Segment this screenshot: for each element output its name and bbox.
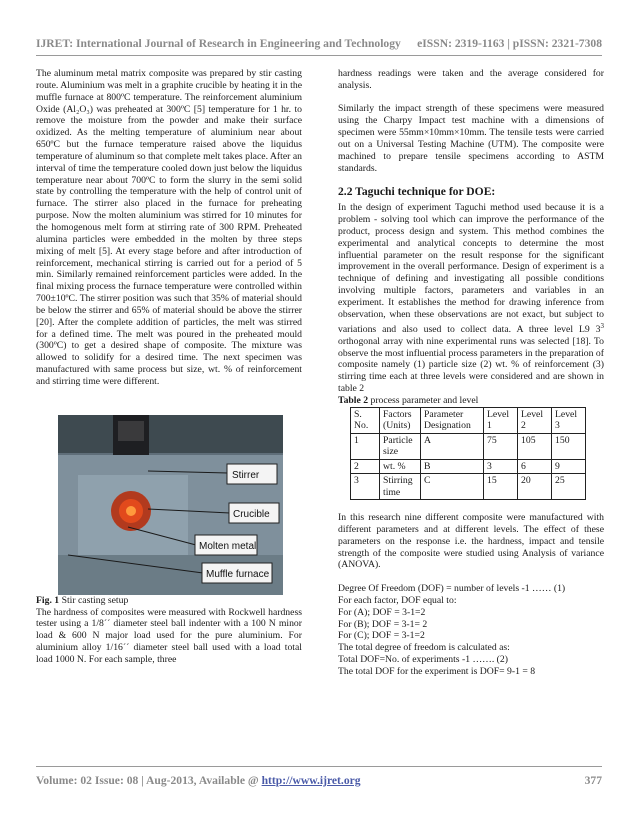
figure-number: Fig. 1 <box>36 594 60 606</box>
taguchi-paragraph: In the design of experiment Taguchi method used because it is a problem - solving tool which can improve the performance of the product, process design and system. This method combines the experimental and analytical concepts to determine the most influential parameter on the result response for the significant improvement in the overall performance. Design of experiment is a technique of defining and investigating all possible conditions involving multiple factors, parameters and variables in an experiment. It establishes the method for drawing inference from observation, when these observations are not exact, but subject to variations and also used to collect data. A three level L9 $3^3$ orthogonal array with nine experimental runs was selected [18]. To observe the most influential process parameters in the preparation of composite namely (1) particle size (2) wt. % of reinforcement (3) stirring time each at three levels were considered and are shown in table 2 <box>338 202 604 395</box>
dof-line: For each factor, DOF equal to: <box>338 594 457 606</box>
table-row <box>351 433 586 459</box>
footer-rule <box>36 766 602 767</box>
table-number: Table 2 <box>338 394 369 406</box>
header-cell: S. No. <box>351 407 380 433</box>
table-cell: B <box>421 459 484 474</box>
table-cell: 75 <box>484 433 518 459</box>
dof-block <box>338 583 604 678</box>
table-row <box>351 459 586 474</box>
table-cell: 25 <box>552 474 586 500</box>
table-cell: 150 <box>552 433 586 459</box>
table-cell: A <box>421 433 484 459</box>
table-caption <box>338 395 604 407</box>
dof-line: For (C); DOF = 3-1=2 <box>338 630 425 642</box>
header-cell: Factors (Units) <box>380 407 421 433</box>
stir-casting-photo <box>58 415 283 595</box>
hardness-continued-paragraph: hardness readings were taken and the average considered for analysis. <box>338 68 604 91</box>
stir-casting-paragraph: The aluminum metal matrix composite was prepared by stir casting route. Aluminium was melt in a graphite crucible by heating it in the muffle furnace at 800ºC temperature. The reinforcement aluminium Oxide (Al₂O₃) was preheated at 300ºC [5] temperature for 1 hr. to remove the moisture from the powder and make their surface oxidized. As the melting temperature of aluminium near about 650ºC but the furnace temperature raised above the liquidus temperature of aluminum so that complete melt takes place. After an interval of time the temperature cooled down just below the liquidus temperature near about 700ºC to form the slurry in the semi solid state by controlling the temperature with the help of control unit of furnace. The stirrer also placed in the furnace for preheating purpose. Now the molten aluminium was stirred for 10 minutes for the homogenous melt form at stirring rate of 300 RPM. Preheated alumina particles were embedded in the molten by three steps mixing of melt [5]. At every stage before and after introduction of reinforcement, mechanical stirring is carried out for a period of 5 min. Similarly remained reinforcement particles were added. In the final mixing process the furnace temperature were controlled within 700±10ºC. The stirrer position was such that 35% of material should be below the stirrer and 65% of material should be above the stirrer [20]. After the complete addition of particles, the melt was stirred for a defined time. The melt was poured in the preheated mould (300ºC) to get a desired shape of composite. The mixture was allowed to solidify for a desired time. The next specimen was manufactured with same process but size, wt. % of reinforcement and stirring time were different. <box>36 68 302 387</box>
dof-line: For (A); DOF = 3-1=2 <box>338 606 426 618</box>
figure-caption <box>36 595 302 607</box>
table-cell: 20 <box>518 474 552 500</box>
table-cell: Particle size <box>380 433 421 459</box>
header-cell: Parameter Designation <box>421 407 484 433</box>
table-cell: 3 <box>351 474 380 500</box>
journal-link[interactable]: http://www.ijret.org <box>261 774 361 787</box>
page-header <box>36 37 602 50</box>
dof-line: Total DOF=No. of experiments -1 ……. (2) <box>338 654 508 666</box>
stir-casting-figure <box>58 415 283 595</box>
header-cell: Level 1 <box>484 407 518 433</box>
table-cell: wt. % <box>380 459 421 474</box>
section-heading-taguchi: 2.2 Taguchi technique for DOE: <box>338 185 496 199</box>
molten-metal-label: Molten metal <box>199 540 257 552</box>
table-cell: 15 <box>484 474 518 500</box>
table-cell: 3 <box>484 459 518 474</box>
volume-info: Volume: 02 Issue: 08 | Aug-2013, Available @ <box>36 774 262 787</box>
table-cell: C <box>421 474 484 500</box>
hardness-paragraph: The hardness of composites were measured with Rockwell hardness tester using a 1/8´´ diameter steel ball indenter with a 100 N minor load & 600 N major load used for the pure aluminium. For aluminium alloy 1/16´´ diameter steel ball used with a load total load 1000 N. For each sample, three <box>36 606 302 665</box>
anova-paragraph: In this research nine different composite were manufactured with different parameters and at different levels. The effect of these parameters on the response i.e. the hardness, impact and tensile strength of the composite were studied using Analysis of variance (ANOVA). <box>338 512 604 571</box>
crucible-label: Crucible <box>233 508 270 520</box>
issn-info: eISSN: 2319-1163 | pISSN: 2321-7308 <box>417 37 602 50</box>
dof-line: Degree Of Freedom (DOF) = number of levels -1 …… (1) <box>338 583 566 595</box>
header-cell: Level 3 <box>552 407 586 433</box>
table-cell: 6 <box>518 459 552 474</box>
figure-caption-text: Stir casting setup <box>61 594 129 606</box>
table-cell: 9 <box>552 459 586 474</box>
l9-superscript: 3 <box>600 321 604 330</box>
table-row <box>351 474 586 500</box>
left-column <box>36 68 302 666</box>
table-cell: 1 <box>351 433 380 459</box>
journal-title: IJRET: International Journal of Research in Engineering and Technology <box>36 37 401 50</box>
dof-line: The total DOF for the experiment is DOF= 9-1 = 8 <box>338 665 536 677</box>
stirrer-label: Stirrer <box>232 469 260 481</box>
page-number: 377 <box>584 774 602 787</box>
table-cell: 2 <box>351 459 380 474</box>
dof-line: For (B); DOF = 3-1= 2 <box>338 618 428 630</box>
header-cell: Level 2 <box>518 407 552 433</box>
page-footer <box>36 774 602 787</box>
table-cell: 105 <box>518 433 552 459</box>
table-cell: Stirring time <box>380 474 421 500</box>
process-parameter-table <box>350 407 586 501</box>
dof-line: The total degree of freedom is calculated as: <box>338 642 510 654</box>
table-header-row <box>351 407 586 433</box>
table-caption-text: process parameter and level <box>370 394 479 406</box>
muffle-furnace-label: Muffle furnace <box>206 568 270 580</box>
right-column <box>338 68 604 678</box>
impact-strength-paragraph: Similarly the impact strength of these specimens were measured using the Charpy Impact test machine with a dimensions of specimen were 55mm×10mm×10mm. The tensile tests were carried out on a Universal Testing Machine (UTM). The composite were machined to prepare tensile specimens according to ASTM standards. <box>338 103 604 174</box>
header-rule <box>36 55 602 56</box>
